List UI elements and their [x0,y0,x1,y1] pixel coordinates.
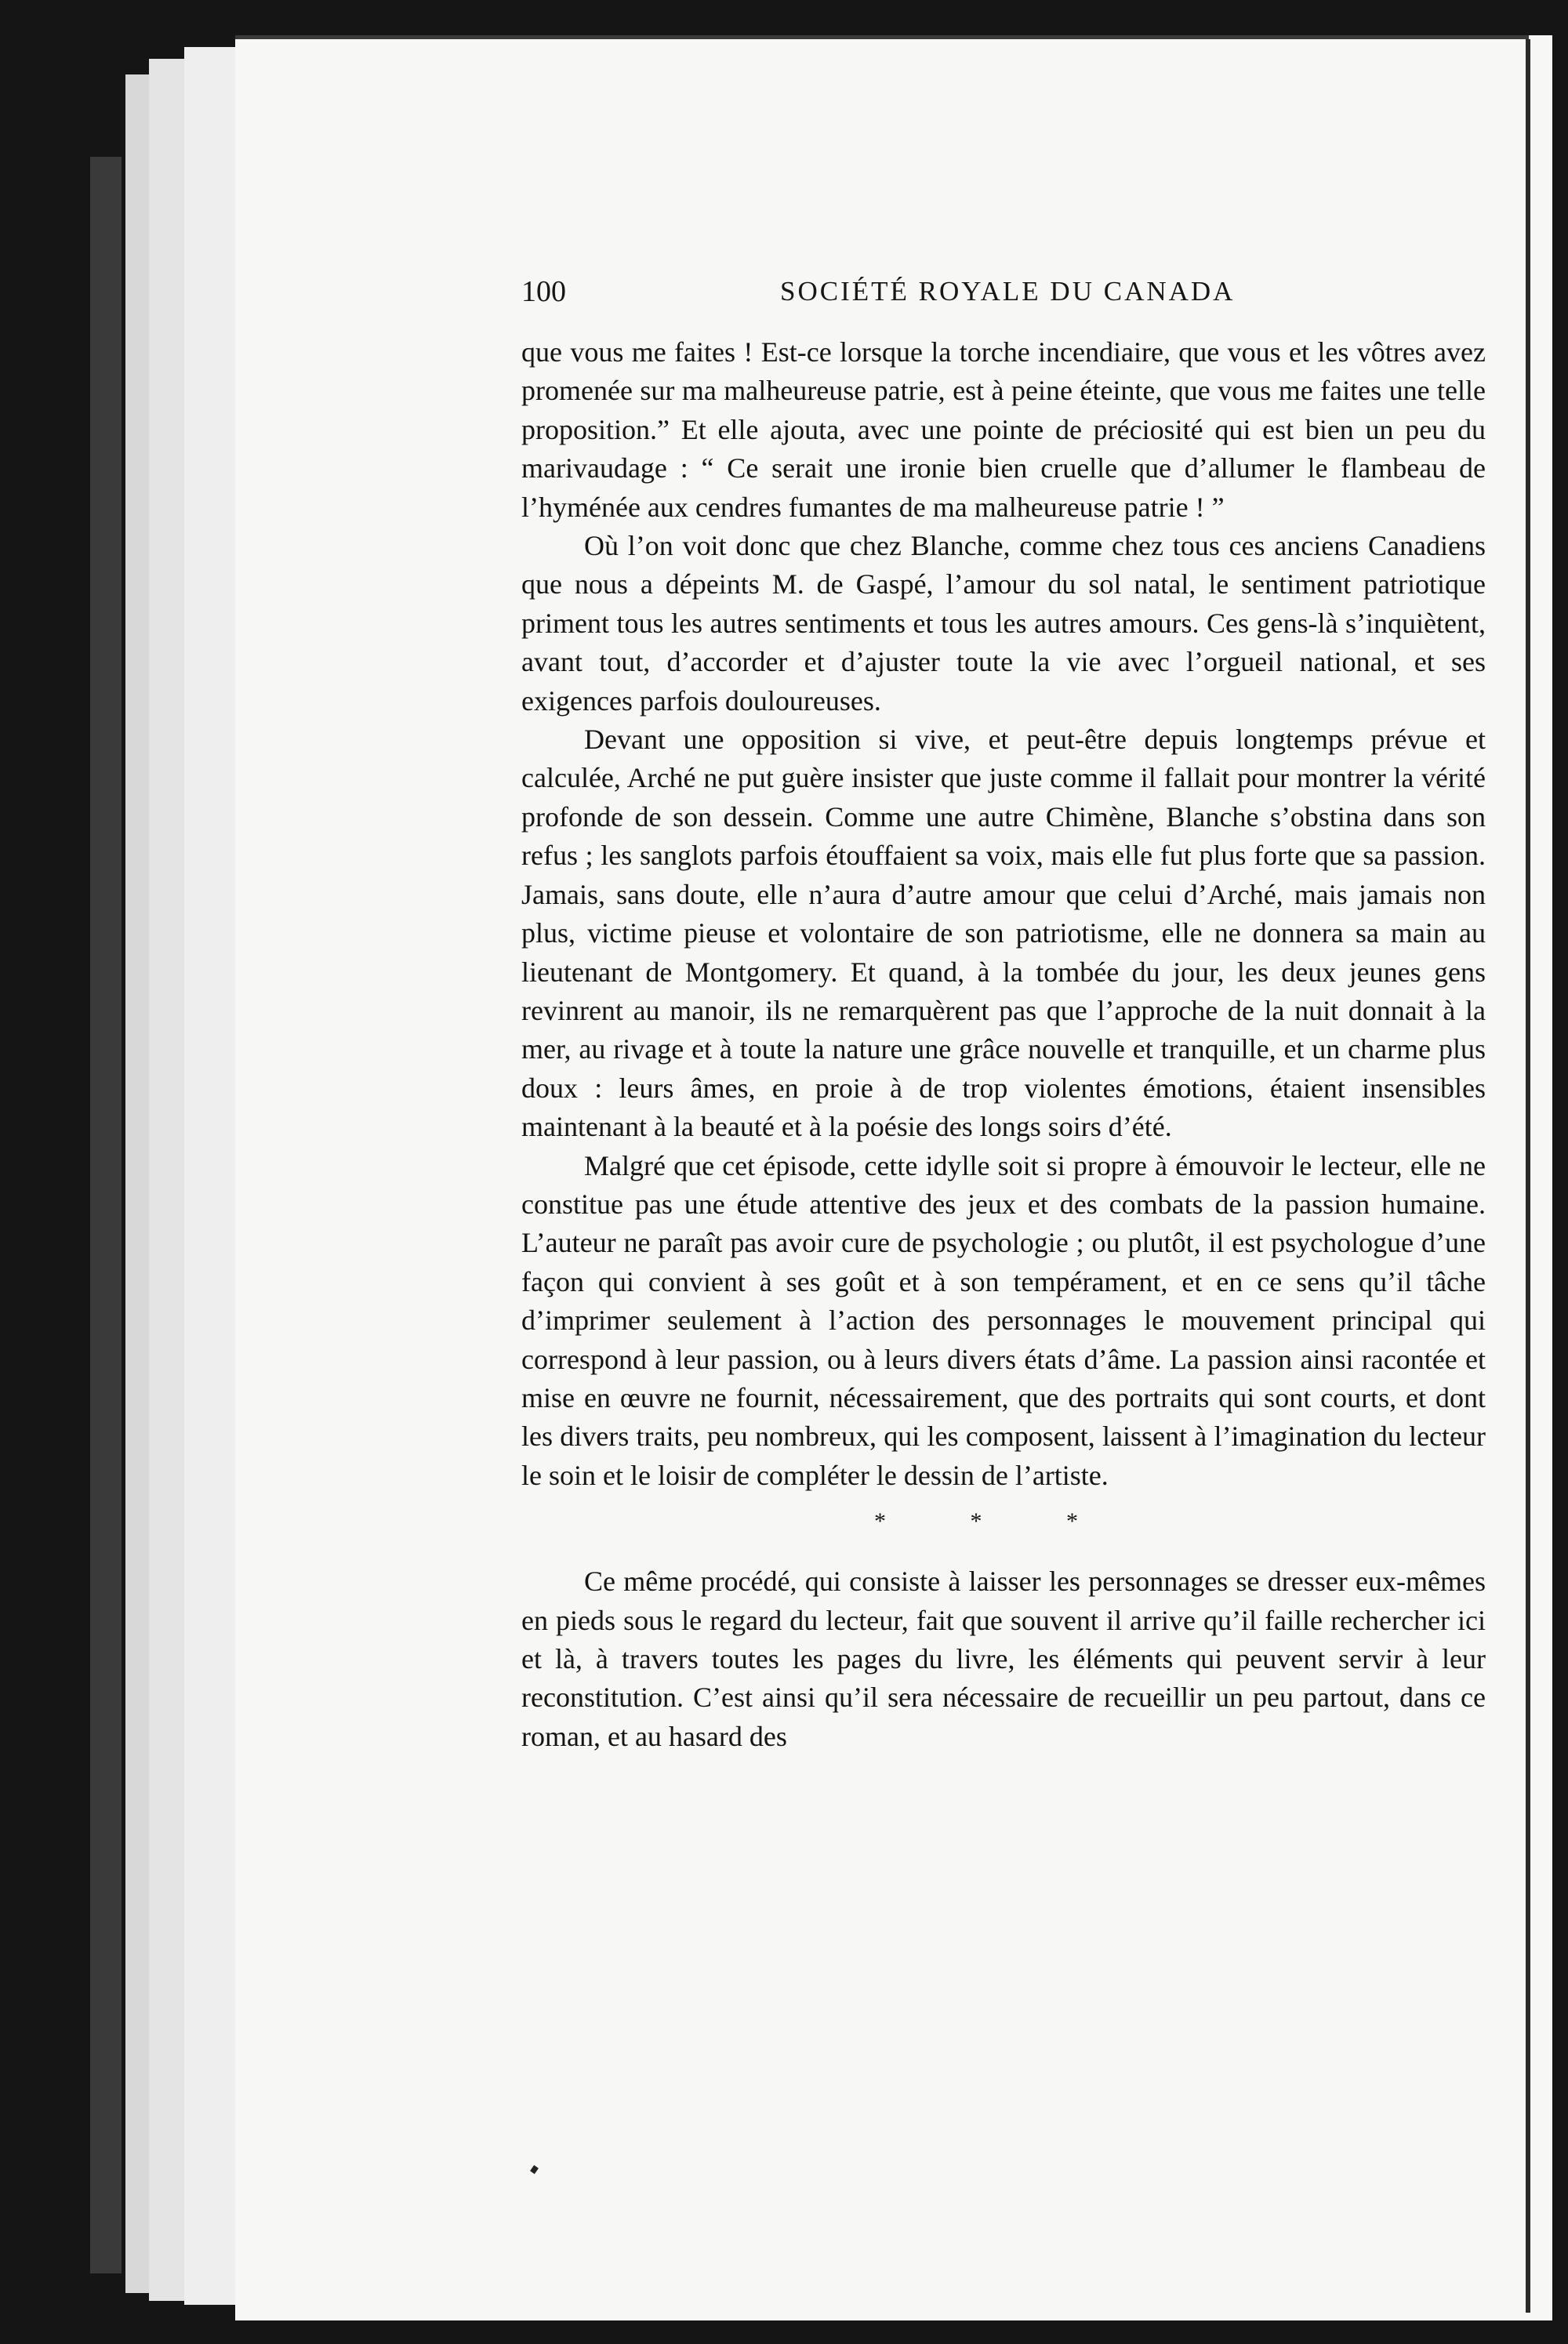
paragraph: Ce même procédé, qui consiste à laisser les personnages se dresser eux-mêmes en pieds sous le regard du lecteur, fait que souvent il arrive qu’il faille rechercher ici et là, à travers toutes les pages du livre, les éléments qui peuvent servir à leur reconstitution. C’est ainsi qu’il sera nécessaire de recueillir un peu partout, dans ce roman, et au hasard des [521,1566,1486,1752]
binding-shadow [90,157,122,2273]
page-border-top [235,35,1529,39]
page-border-right [1526,39,1530,2313]
section-separator: * * * [874,1508,1117,1535]
paragraph: Où l’on voit donc que chez Blanche, comme chez tous ces anciens Canadiens que nous a dépeints M. de Gaspé, l’amour du sol natal, le sentiment patriotique priment tous les autres sentiments et tous les autres amours. Ces gens-là s’inquiètent, avant tout, d’accorder et d’ajuster toute la vie avec l’orgueil national, et ses exigences parfois douloureuses. [521,530,1486,717]
body-text [521,333,1486,1756]
paragraph: Devant une opposition si vive, et peut-être depuis longtemps prévue et calculée, Arché ne put guère insister que juste comme il fallait pour montrer la vérité profonde de son dessein. Comme une autre Chimène, Blanche s’obstina dans son refus ; les sanglots parfois étouffaient sa voix, mais elle fut plus forte que sa passion. Jamais, sans doute, elle n’aura d’autre amour que celui d’Arché, mais jamais non plus, victime pieuse et volontaire de son patriotisme, elle ne donnera sa main au lieutenant de Montgomery. Et quand, à la tombée du jour, les deux jeunes gens revinrent au manoir, ils ne remarquèrent pas que l’approche de la nuit donnait à la mer, au rivage et à toute la nature une grâce nouvelle et tranquille, et un charme plus doux : leurs âmes, en proie à de trop violentes émotions, étaient insensibles maintenant à la beauté et à la poésie des longs soirs d’été. [521,724,1486,1143]
paragraph: Malgré que cet épisode, cette idylle soit si propre à émouvoir le lecteur, elle ne constitue pas une étude attentive des jeux et des combats de la passion humaine. L’auteur ne paraît pas avoir cure de psychologie ; ou plutôt, il est psychologue d’une façon qui convient à ses goût et à son tempérament, et en ce sens qu’il tâche d’imprimer seulement à l’action des personnages le mouvement principal qui correspond à leur passion, ou à leurs divers états d’âme. La passion ainsi racontée et mise en œuvre ne fournit, nécessairement, que des portraits qui sont courts, et dont les divers traits, peu nombreux, qui les composent, laissent à l’imagination du lecteur le soin et le loisir de compléter le dessin de l’artiste. [521,1149,1486,1491]
page-number: 100 [521,275,566,308]
running-head [521,274,1541,314]
paragraph: que vous me faites ! Est-ce lorsque la torche incendiaire, que vous et les vôtres avez promenée sur ma malheureuse patrie, est à peine éteinte, que vous me faites une telle proposition.” Et elle ajouta, avec une pointe de préciosité qui est bien un peu du marivaudage : “ Ce serait une ironie bien cruelle que d’allumer le flambeau de l’hyménée aux cendres fumantes de ma malheureuse patrie ! ” [521,336,1486,523]
running-title: SOCIÉTÉ ROYALE DU CANADA [780,276,1236,307]
